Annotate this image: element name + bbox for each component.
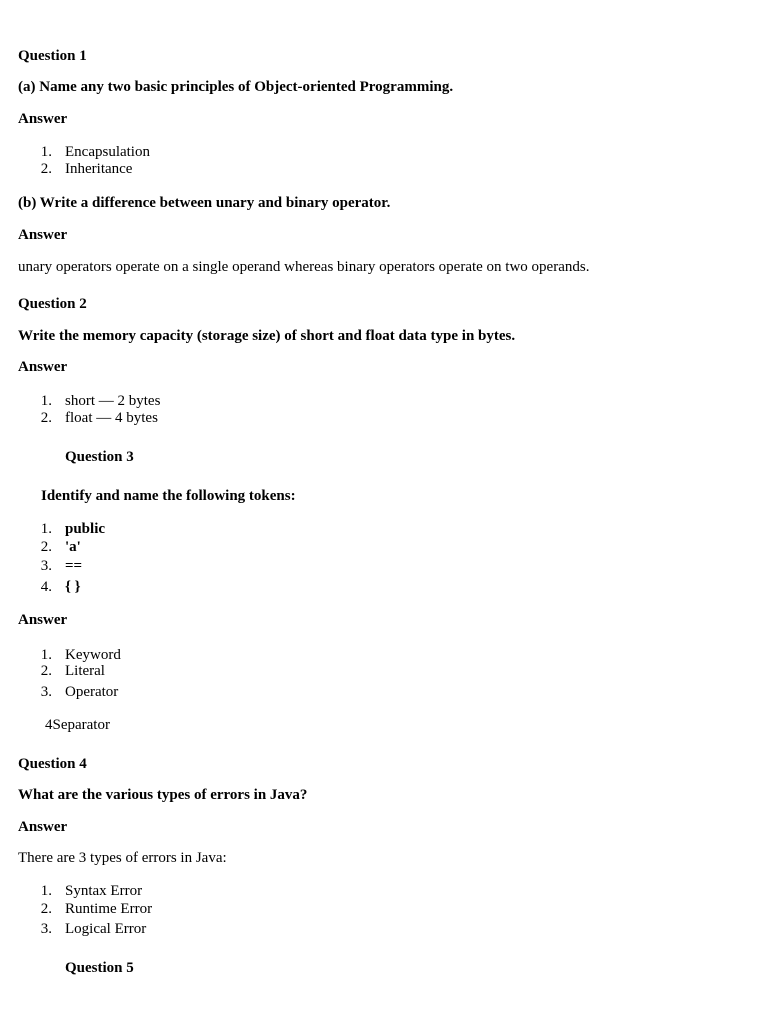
list-marker: 2. <box>40 901 52 917</box>
list-marker: 3. <box>40 684 52 700</box>
list-item: short — 2 bytes <box>65 393 161 409</box>
answer-3-label: Answer <box>18 612 68 628</box>
list-item: Operator <box>65 684 119 700</box>
list-item: Syntax Error <box>65 883 143 899</box>
list-marker: 4. <box>40 579 52 595</box>
list-marker: 2. <box>40 410 52 426</box>
token-item: { } <box>65 579 81 595</box>
list-marker: 1. <box>40 883 52 899</box>
question-1-heading: Question 1 <box>18 48 87 64</box>
answer-1b-label: Answer <box>18 227 68 243</box>
question-1a-text: (a) Name any two basic principles of Object-oriented Programming. <box>18 79 454 95</box>
list-marker: 3. <box>40 921 52 937</box>
answer-2-label: Answer <box>18 359 68 375</box>
list-marker: 2. <box>40 663 52 679</box>
list-item: float — 4 bytes <box>65 410 158 426</box>
answer-1a-label: Answer <box>18 111 68 127</box>
list-marker: 3. <box>40 558 52 574</box>
list-marker: 1. <box>40 144 52 160</box>
list-item: Literal <box>65 663 105 679</box>
question-4-heading: Question 4 <box>18 756 87 772</box>
list-marker: 1. <box>40 647 52 663</box>
answer-1b-text: unary operators operate on a single operand whereas binary operators operate on two operands. <box>18 259 590 275</box>
token-item: public <box>65 521 106 537</box>
list-item: Encapsulation <box>65 144 150 160</box>
list-item: Inheritance <box>65 161 133 177</box>
list-item: Logical Error <box>65 921 147 937</box>
token-item: == <box>65 558 83 574</box>
question-3-text: Identify and name the following tokens: <box>41 488 296 504</box>
list-item: Runtime Error <box>65 901 153 917</box>
list-marker: 2. <box>40 161 52 177</box>
answer-3-extra: 4Separator <box>45 717 110 733</box>
token-item: 'a' <box>65 539 81 555</box>
answer-4-label: Answer <box>18 819 68 835</box>
question-4-text: What are the various types of errors in Java? <box>18 787 308 803</box>
question-1b-text: (b) Write a difference between unary and binary operator. <box>18 195 391 211</box>
list-marker: 1. <box>40 393 52 409</box>
answer-4-intro: There are 3 types of errors in Java: <box>18 850 227 866</box>
question-3-heading: Question 3 <box>65 449 134 465</box>
question-2-text: Write the memory capacity (storage size) of short and float data type in bytes. <box>18 328 516 344</box>
list-marker: 2. <box>40 539 52 555</box>
list-item: Keyword <box>65 647 121 663</box>
question-2-heading: Question 2 <box>18 296 87 312</box>
question-5-heading: Question 5 <box>65 960 134 976</box>
list-marker: 1. <box>40 521 52 537</box>
